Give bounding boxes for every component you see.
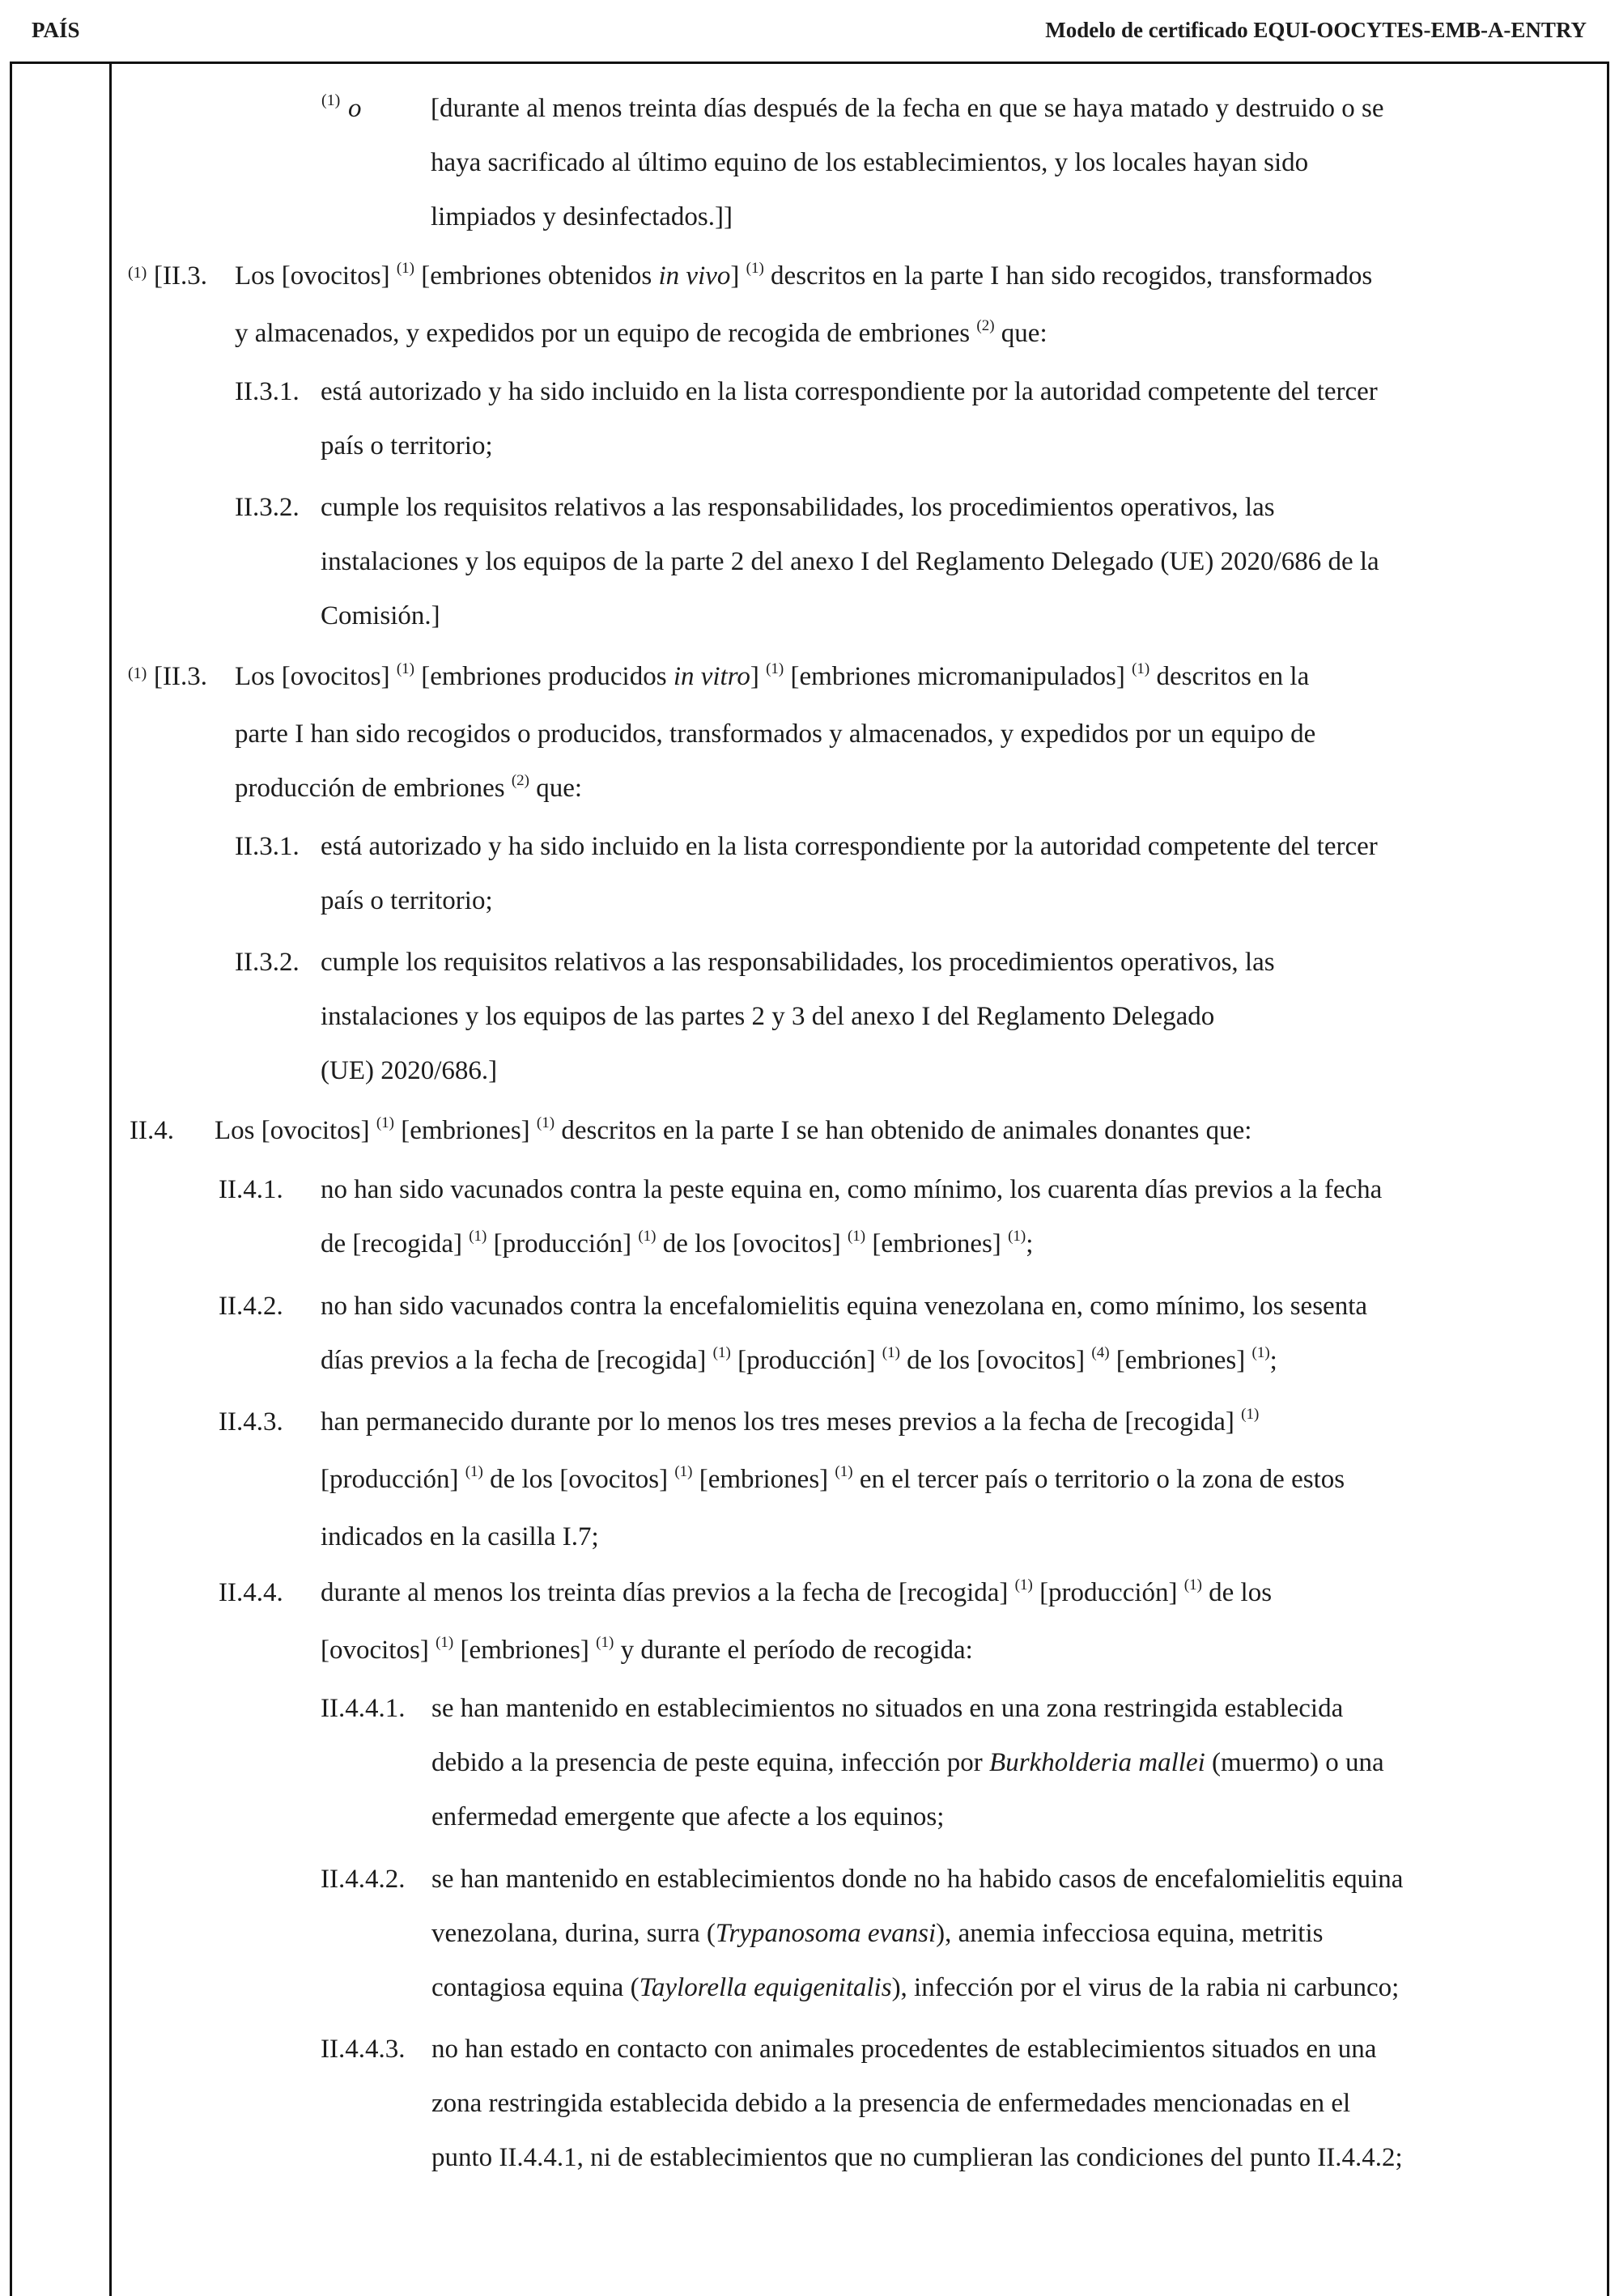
subpoint-text: se han mantenido en establecimientos donde no ha habido casos de encefalomielitis equina venezolana, durina, surra (Trypanosoma evansi), anemia infecciosa equina, metritis contagiosa equina (Taylorella equigenitalis), infección por el virus de la rabia ni carbunco;: [431, 1865, 1404, 2002]
point-text: no han sido vacunados contra la encefalomielitis equina venezolana en, como mínimo, los sesenta días previos a la fecha de [recogida] $^{(1)}$ [producción] $^{(1)}$ de los [ovocitos] $^{(4)}$ [embriones] $^{(1)}$;: [321, 1292, 1368, 1375]
point-text: han permanecido durante por lo menos los tres meses previos a la fecha de [recogida] $^{(1)}$ [producción] $^{(1)}$ de los [ovocitos] $^{(1)}$ [embriones] $^{(1)}$ en el tercer país o territorio o la zona de estos indicados en la casilla I.7;: [321, 1406, 1345, 1551]
point-number: II.3.2.: [235, 948, 300, 977]
point-text: durante al menos los treinta días previos a la fecha de [recogida] $^{(1)}$ [producción] $^{(1)}$ de los [ovocitos] $^{(1)}$ [embriones] $^{(1)}$ y durante el período de recogida:: [321, 1577, 1273, 1665]
subpoint-number: II.4.4.2.: [321, 1865, 406, 1894]
point-number: II.4.2.: [219, 1292, 283, 1321]
point-text: está autorizado y ha sido incluido en la lista correspondiente por la autoridad competente del tercer país o territorio;: [321, 377, 1378, 460]
point-number: II.3.1.: [235, 832, 300, 861]
text-line: y almacenados, y expedidos por un equipo de recogida de embriones $^{(2)}$ que:: [235, 317, 1047, 348]
subpoint-text: no han estado en contacto con animales procedentes de establecimientos situados en una zona restringida establecida debido a la presencia de enfermedades mencionadas en el punto II.4.4.1, ni de establecimientos que no cumplieran las condiciones del punto II.4.4.2;: [431, 2035, 1403, 2172]
table-right-border: [1607, 62, 1609, 2296]
section-ii4-paragraph: Los [ovocitos] $^{(1)}$ [embriones] $^{(1)}$ descritos en la parte I se han obtenido de animales donantes que:: [215, 1114, 1252, 1145]
footnote-mark: (1): [321, 91, 341, 109]
point-text: no han sido vacunados contra la peste equina en, como mínimo, los cuarenta días previos a la fecha de [recogida] $^{(1)}$ [producción] $^{(1)}$ de los [ovocitos] $^{(1)}$ [embriones] $^{(1)}$;: [321, 1175, 1383, 1258]
header-model: Modelo de certificado EQUI-OOCYTES-EMB-A-ENTRY: [1045, 18, 1587, 42]
header-country: PAÍS: [32, 18, 80, 42]
subpoint-number: II.4.4.3.: [321, 2035, 406, 2064]
intro-line: limpiados y desinfectados.]]: [431, 202, 733, 231]
section-number-ii4: II.4.: [130, 1116, 174, 1145]
intro-line: [durante al menos treinta días después de la fecha en que se haya matado y destruido o se: [431, 94, 1384, 123]
point-text: está autorizado y ha sido incluido en la lista correspondiente por la autoridad competente del tercer país o territorio;: [321, 832, 1378, 915]
point-text: cumple los requisitos relativos a las responsabilidades, los procedimientos operativos, las instalaciones y los equipos de la parte 2 del anexo I del Reglamento Delegado (UE) 2020/686 de la Comisión.]: [321, 493, 1379, 630]
text-line: Los [ovocitos] $^{(1)}$ [embriones obtenidos in vivo] $^{(1)}$ descritos en la parte I han sido recogidos, transformados: [235, 260, 1373, 291]
point-number: II.4.3.: [219, 1407, 283, 1437]
section-number-ii3-a: [II.3.: [154, 261, 207, 291]
text-line: Los [ovocitos] $^{(1)}$ [embriones producidos in vitro] $^{(1)}$ [embriones micromanipulados] $^{(1)}$ descritos en la: [235, 660, 1310, 691]
section-number-ii3-b: [II.3.: [154, 662, 207, 691]
intro-marker: o: [348, 94, 362, 123]
text-line: producción de embriones $^{(2)}$ que:: [235, 772, 583, 803]
point-number: II.4.1.: [219, 1175, 283, 1204]
table-top-border: [10, 62, 1609, 64]
section-ii3-b-paragraph: [235, 650, 1315, 819]
point-text: cumple los requisitos relativos a las responsabilidades, los procedimientos operativos, las instalaciones y los equipos de las partes 2 y 3 del anexo I del Reglamento Delegado (UE) 2020/686.]: [321, 948, 1275, 1085]
section-ii3-a-paragraph: [235, 249, 1372, 364]
intro-line: haya sacrificado al último equino de los establecimientos, y los locales hayan sido: [431, 148, 1309, 177]
point-number: II.3.2.: [235, 493, 300, 522]
subpoint-text: se han mantenido en establecimientos no situados en una zona restringida establecida debido a la presencia de peste equina, infección por Burkholderia mallei (muermo) o una enfermedad emergente que afecte a los equinos;: [431, 1694, 1384, 1831]
point-number: II.4.4.: [219, 1578, 283, 1607]
table-left-border: [10, 62, 12, 2296]
table-inner-border: [109, 62, 112, 2296]
subpoint-number: II.4.4.1.: [321, 1694, 406, 1723]
footnote-mark: (1): [128, 264, 147, 282]
intro-paragraph: [431, 82, 1384, 244]
footnote-mark: (1): [128, 664, 147, 682]
point-number: II.3.1.: [235, 377, 300, 406]
text-line: parte I han sido recogidos o producidos, transformados y almacenados, y expedidos por un equipo de: [235, 719, 1316, 749]
